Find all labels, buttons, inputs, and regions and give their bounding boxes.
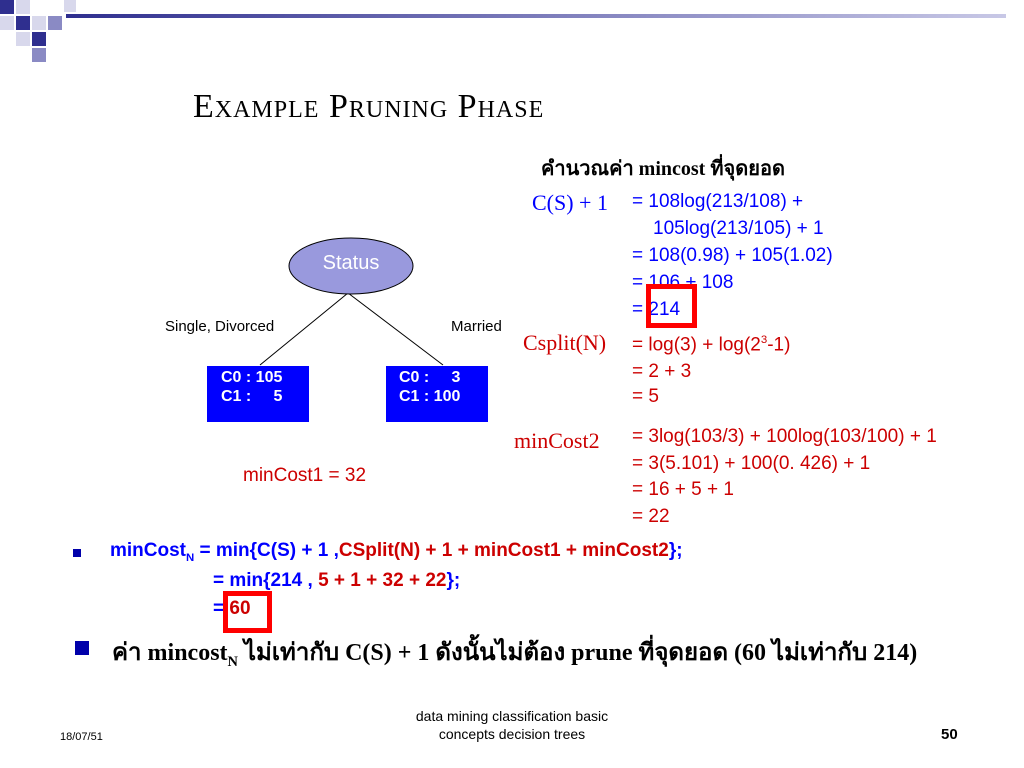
csplit-line-3: = 5 (632, 386, 659, 407)
bullet-1-icon (73, 549, 81, 557)
cs-line-4: = 106 + 108 (632, 272, 734, 293)
right-leaf-c0: C0 : 3 (399, 369, 461, 386)
mincost2-line-1: = 3log(103/3) + 100log(103/100) + 1 (632, 426, 937, 447)
mincost2-line-2: = 3(5.101) + 100(0. 426) + 1 (632, 453, 871, 474)
left-leaf (207, 366, 309, 422)
highlight-box-214 (646, 284, 697, 328)
footer-caption-line-1: data mining classification basic (415, 708, 609, 724)
right-edge (348, 293, 443, 365)
cs-label: C(S) + 1 (532, 190, 608, 215)
right-leaf (386, 366, 488, 422)
mincost2-label: minCost2 (514, 428, 600, 453)
page-number: 50 (941, 726, 958, 743)
left-leaf-c0: C0 : 105 (221, 369, 283, 386)
mincost-substitution: = min{214 , 5 + 1 + 32 + 22}; (213, 570, 461, 591)
cs-line-1: = 108log(213/108) + (632, 191, 804, 212)
cs-line-5: = 214 (632, 299, 681, 320)
csplit-label: Csplit(N) (523, 330, 607, 355)
right-leaf-c1: C1 : 100 (399, 388, 461, 405)
mincost-result: = 60 (213, 598, 251, 619)
mincost2-line-3: = 16 + 5 + 1 (632, 479, 734, 500)
conclusion-text: ค่า mincost$_N$ ไม่เท่ากับ C(S) + 1 ดังนั้นไม่ต้อง prune ที่จุดยอด (60 ไม่เท่ากับ 214) (112, 640, 918, 670)
footer-caption (392, 707, 632, 743)
cs-line-3: = 108(0.98) + 105(1.02) (632, 245, 833, 266)
csplit-line-1: = $\log(3) + \log(2^3-1)$ (632, 334, 791, 356)
bullet-2-icon (75, 641, 89, 655)
mincost2-line-4: = 22 (632, 506, 670, 527)
root-node-label: Status (322, 252, 380, 274)
right-branch-label: Married (451, 318, 502, 335)
left-leaf-c1: C1 : 5 (221, 388, 283, 405)
cs-line-2: 105log(213/105) + 1 (653, 218, 824, 239)
footer-date: 18/07/51 (60, 731, 103, 743)
slide-title: Example Pruning Phase (193, 88, 545, 125)
calc-header: คำนวณค่า mincost ที่จุดยอด (541, 158, 785, 180)
footer-caption-line-2: concepts decision trees (438, 726, 586, 742)
mincost1-label: minCost1 = 32 (243, 465, 367, 486)
highlight-box-60 (223, 591, 272, 633)
left-branch-label: Single, Divorced (165, 318, 275, 335)
csplit-line-2: = 2 + 3 (632, 361, 692, 382)
mincost-formula: minCost$_N$ = min{C(S) + 1 ,CSplit(N) + 1 + minCost1 + minCost2}; (110, 540, 683, 564)
